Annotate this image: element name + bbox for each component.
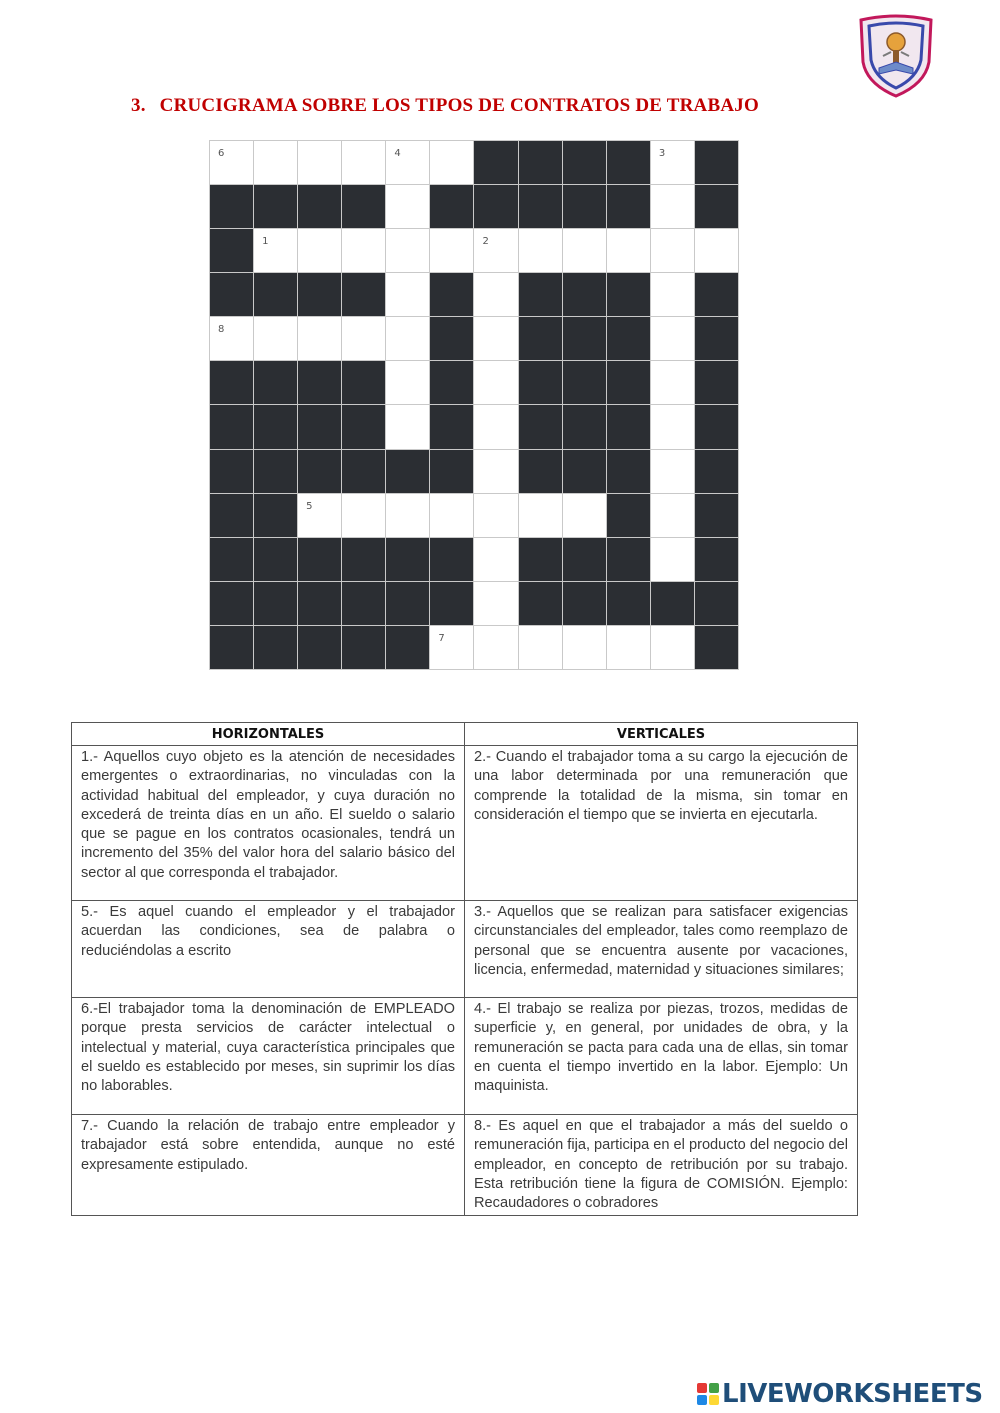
clue-horizontal-5: 5.- Es aquel cuando el empleador y el trabajador acuerdan las condiciones, sea de palabra o reduciéndolas a escrito (72, 901, 465, 998)
crossword-black-cell (210, 626, 253, 669)
crossword-black-cell (563, 538, 606, 581)
crossword-letter-cell[interactable] (519, 494, 562, 537)
crossword-black-cell (430, 273, 473, 316)
crossword-black-cell (651, 582, 694, 625)
crossword-letter-cell[interactable] (651, 450, 694, 493)
crossword-black-cell (519, 141, 562, 184)
crossword-black-cell (430, 405, 473, 448)
crossword-letter-cell[interactable] (474, 361, 517, 404)
crossword-letter-cell[interactable] (474, 405, 517, 448)
crossword-black-cell (430, 582, 473, 625)
crossword-black-cell (563, 317, 606, 360)
crossword-black-cell (254, 273, 297, 316)
crossword-black-cell (254, 361, 297, 404)
crossword-black-cell (695, 450, 738, 493)
clue-number: 2 (482, 236, 489, 248)
crossword-letter-cell[interactable] (430, 229, 473, 272)
crossword-black-cell (342, 450, 385, 493)
crossword-letter-cell[interactable] (386, 141, 429, 184)
crossword-letter-cell[interactable] (651, 361, 694, 404)
crossword-black-cell (519, 273, 562, 316)
crossword-black-cell (342, 405, 385, 448)
crossword-black-cell (342, 185, 385, 228)
crossword-black-cell (298, 626, 341, 669)
crossword-letter-cell[interactable] (386, 405, 429, 448)
crossword-letter-cell[interactable] (474, 494, 517, 537)
crossword-black-cell (210, 185, 253, 228)
crossword-letter-cell[interactable] (254, 229, 297, 272)
crossword-black-cell (563, 185, 606, 228)
crossword-black-cell (342, 582, 385, 625)
crossword-black-cell (298, 185, 341, 228)
crossword-black-cell (210, 582, 253, 625)
crossword-black-cell (210, 273, 253, 316)
crossword-black-cell (254, 494, 297, 537)
clue-horizontal-7: 7.- Cuando la relación de trabajo entre empleador y trabajador está sobre entendida, aunque no esté expresamente estipulado. (72, 1115, 465, 1216)
crossword-black-cell (695, 273, 738, 316)
clue-vertical-3: 3.- Aquellos que se realizan para satisfacer exigencias circunstanciales del empleador, tales como reemplazo de personal que se encuentra ausente por vacaciones, licencia, enfermedad, maternidad y situaciones similares; (465, 901, 858, 998)
crossword-black-cell (298, 361, 341, 404)
crossword-black-cell (474, 141, 517, 184)
clue-number: 6 (218, 148, 225, 159)
crossword-black-cell (607, 405, 650, 448)
clue-number: 7 (438, 632, 445, 644)
crossword-black-cell (607, 141, 650, 184)
crossword-black-cell (254, 450, 297, 493)
crossword-letter-cell[interactable] (651, 273, 694, 316)
crossword-letter-cell[interactable] (430, 494, 473, 537)
clue-number: 4 (394, 148, 401, 159)
clue-horizontal-6: 6.-El trabajador toma la denominación de EMPLEADO porque presta servicios de carácter intelectual o intelectual y material, cuya característica principales que el sueldo es establecido por meses, sin suprimir los días no laborables. (72, 998, 465, 1115)
crossword-letter-cell[interactable] (607, 229, 650, 272)
crossword-black-cell (254, 582, 297, 625)
crossword-letter-cell[interactable] (342, 317, 385, 360)
crossword-black-cell (342, 273, 385, 316)
crossword-black-cell (298, 405, 341, 448)
crossword-letter-cell[interactable] (386, 494, 429, 537)
crossword-letter-cell[interactable] (519, 229, 562, 272)
crossword-black-cell (430, 317, 473, 360)
crossword-letter-cell[interactable] (430, 141, 473, 184)
crossword-black-cell (563, 450, 606, 493)
crossword-letter-cell[interactable] (607, 626, 650, 669)
crossword-letter-cell[interactable] (474, 582, 517, 625)
table-row (72, 1115, 858, 1216)
crossword-black-cell (607, 538, 650, 581)
crossword-black-cell (695, 317, 738, 360)
liveworksheets-watermark (697, 1376, 983, 1412)
watermark-text: LIVEWORKSHEETS (722, 1379, 983, 1409)
table-row (72, 746, 858, 901)
crossword-letter-cell[interactable] (651, 317, 694, 360)
crossword-black-cell (386, 538, 429, 581)
crossword-letter-cell[interactable] (254, 141, 297, 184)
crossword-black-cell (430, 450, 473, 493)
crossword-black-cell (210, 494, 253, 537)
crossword-black-cell (298, 538, 341, 581)
crossword-black-cell (607, 450, 650, 493)
crossword-letter-cell[interactable] (651, 494, 694, 537)
crossword-letter-cell[interactable] (563, 229, 606, 272)
crossword-black-cell (563, 141, 606, 184)
clue-horizontal-1: 1.- Aquellos cuyo objeto es la atención de necesidades emergentes o extraordinarias, no vinculadas con la actividad habitual del empleador, y cuya duración no excederá de treinta días en un año. El sueldo o salario que se pague en los contratos ocasionales, tendrá un incremento del 35% del valor hora del salario básico del sector al que corresponda el trabajador. (72, 746, 465, 901)
crossword-black-cell (254, 626, 297, 669)
crossword-letter-cell[interactable] (563, 494, 606, 537)
crossword-letter-cell[interactable] (298, 317, 341, 360)
crossword-black-cell (210, 229, 253, 272)
clue-vertical-8: 8.- Es aquel en que el trabajador a más del sueldo o remuneración fija, participa en el producto del negocio del empleador, en concepto de retribución por su trabajo. Esta retribución tiene la figura de COMISIÓN. Ejemplo: Recaudadores o cobradores (465, 1115, 858, 1216)
crossword-letter-cell[interactable] (474, 450, 517, 493)
clue-vertical-2: 2.- Cuando el trabajador toma a su cargo la ejecución de una labor determinada por una remuneración que comprende la totalidad de la misma, sin tomar en consideración el tiempo que se invierta en ejecutarla. (465, 746, 858, 901)
crossword-letter-cell[interactable] (430, 626, 473, 669)
crossword-black-cell (298, 273, 341, 316)
crossword-black-cell (342, 538, 385, 581)
table-row (72, 901, 858, 998)
crossword-black-cell (298, 450, 341, 493)
crossword-black-cell (607, 273, 650, 316)
clue-vertical-4: 4.- El trabajo se realiza por piezas, trozos, medidas de superficie y, en general, por unidades de obra, y la remuneración se pacta para cada una de ellas, sin tomar en cuenta el tiempo invertido en la labor. Ejemplo: Un maquinista. (465, 998, 858, 1115)
crossword-letter-cell[interactable] (651, 405, 694, 448)
crossword-black-cell (254, 185, 297, 228)
crossword-letter-cell[interactable] (651, 229, 694, 272)
crossword-black-cell (298, 582, 341, 625)
crossword-black-cell (254, 405, 297, 448)
crossword-black-cell (386, 582, 429, 625)
crossword-letter-cell[interactable] (386, 185, 429, 228)
crossword-letter-cell[interactable] (210, 317, 253, 360)
crossword-black-cell (210, 450, 253, 493)
clue-number: 5 (306, 500, 313, 512)
crossword-letter-cell[interactable] (519, 626, 562, 669)
crossword-black-cell (607, 185, 650, 228)
crossword-black-cell (430, 361, 473, 404)
crossword-black-cell (695, 494, 738, 537)
crossword-letter-cell[interactable] (474, 273, 517, 316)
crossword-letter-cell[interactable] (386, 273, 429, 316)
school-crest-logo (853, 12, 939, 98)
crossword-letter-cell[interactable] (474, 538, 517, 581)
crossword-black-cell (210, 405, 253, 448)
crossword-letter-cell[interactable] (651, 538, 694, 581)
crossword-black-cell (519, 185, 562, 228)
crossword-black-cell (519, 361, 562, 404)
crossword-black-cell (519, 450, 562, 493)
header-verticales: VERTICALES (465, 723, 858, 746)
crossword-black-cell (563, 405, 606, 448)
crossword-black-cell (695, 405, 738, 448)
crossword-letter-cell[interactable] (651, 626, 694, 669)
crossword-letter-cell[interactable] (342, 229, 385, 272)
crossword-black-cell (210, 361, 253, 404)
crossword-black-cell (607, 582, 650, 625)
crossword-black-cell (607, 361, 650, 404)
liveworksheets-logo-icon (697, 1383, 719, 1405)
crossword-black-cell (695, 361, 738, 404)
header-horizontales: HORIZONTALES (72, 723, 465, 746)
crossword-black-cell (695, 538, 738, 581)
crossword-black-cell (519, 538, 562, 581)
clue-number: 8 (218, 324, 225, 336)
crossword-black-cell (695, 141, 738, 184)
crossword-black-cell (254, 538, 297, 581)
crossword-black-cell (474, 185, 517, 228)
worksheet-title (131, 95, 759, 117)
crossword-black-cell (563, 582, 606, 625)
crossword-letter-cell[interactable] (563, 626, 606, 669)
clues-table (71, 722, 858, 1216)
crossword-letter-cell[interactable] (474, 626, 517, 669)
crossword-black-cell (695, 582, 738, 625)
crossword-letter-cell[interactable] (210, 141, 253, 184)
crossword-black-cell (386, 626, 429, 669)
crossword-letter-cell[interactable] (298, 229, 341, 272)
title-number: 3. (131, 95, 146, 116)
crossword-black-cell (695, 185, 738, 228)
crossword-black-cell (519, 582, 562, 625)
crossword-grid (209, 140, 739, 670)
crossword-letter-cell[interactable] (342, 141, 385, 184)
crossword-black-cell (430, 185, 473, 228)
crossword-black-cell (386, 450, 429, 493)
crossword-black-cell (695, 626, 738, 669)
crossword-letter-cell[interactable] (298, 141, 341, 184)
crossword-black-cell (430, 538, 473, 581)
clue-number: 3 (658, 148, 666, 159)
clue-number: 1 (262, 236, 269, 248)
crossword-letter-cell[interactable] (474, 317, 517, 360)
crossword-letter-cell[interactable] (474, 229, 517, 272)
crossword-black-cell (519, 317, 562, 360)
title-text: CRUCIGRAMA SOBRE LOS TIPOS DE CONTRATOS DE TRABAJO (159, 95, 759, 116)
crossword-black-cell (342, 626, 385, 669)
crossword-black-cell (519, 405, 562, 448)
crossword-letter-cell[interactable] (386, 361, 429, 404)
crossword-black-cell (607, 494, 650, 537)
crossword-letter-cell[interactable] (386, 317, 429, 360)
crossword-letter-cell[interactable] (386, 229, 429, 272)
crossword-black-cell (607, 317, 650, 360)
table-row (72, 998, 858, 1115)
crossword-letter-cell[interactable] (298, 494, 341, 537)
crossword-letter-cell[interactable] (651, 141, 694, 184)
crossword-black-cell (210, 538, 253, 581)
crossword-black-cell (563, 273, 606, 316)
crossword-black-cell (563, 361, 606, 404)
crossword-letter-cell[interactable] (651, 185, 694, 228)
crossword-letter-cell[interactable] (695, 229, 738, 272)
crossword-letter-cell[interactable] (254, 317, 297, 360)
crossword-black-cell (342, 361, 385, 404)
crossword-letter-cell[interactable] (342, 494, 385, 537)
